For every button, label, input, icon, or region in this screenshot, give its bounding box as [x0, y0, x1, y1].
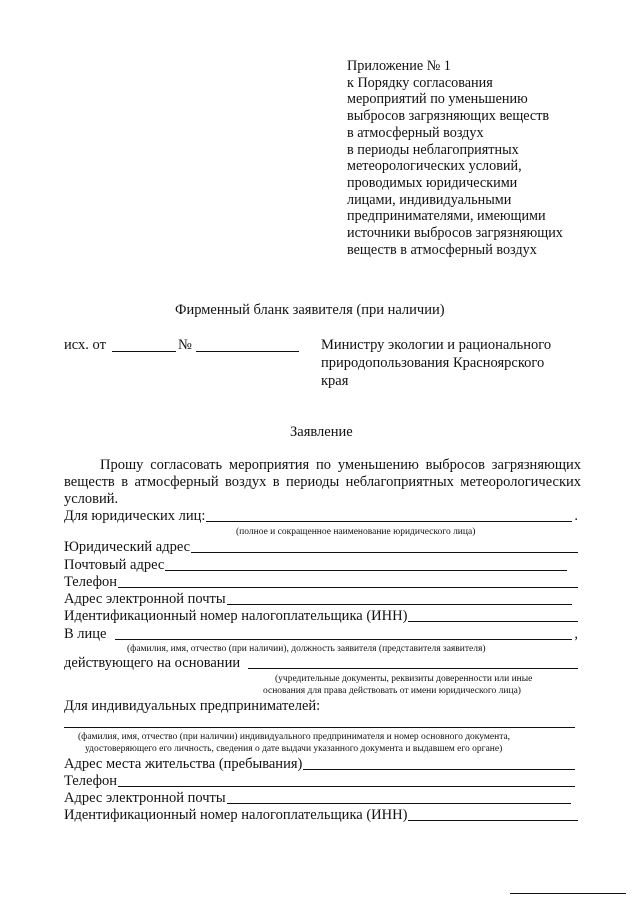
legal-inn-row: [64, 608, 578, 625]
residence-label: Адрес места жительства (пребывания): [64, 756, 303, 772]
individual-email-field[interactable]: [227, 803, 571, 804]
residence-field[interactable]: [303, 769, 575, 770]
individual-inn-field[interactable]: [408, 820, 578, 821]
person-hint: (фамилия, имя, отчество (при наличии), должность заявителя (представителя заявителя): [127, 644, 486, 654]
addressee-line: Министру экологии и рационального: [321, 337, 552, 353]
postal-address-field[interactable]: [165, 570, 567, 571]
appendix-line: к Порядку согласования: [347, 74, 493, 91]
legal-name-field[interactable]: [206, 521, 572, 522]
appendix-line: в атмосферный воздух: [347, 124, 484, 141]
letterhead-note: Фирменный бланк заявителя (при наличии): [175, 302, 445, 318]
individual-inn-row: [64, 807, 578, 824]
body-text: Прошу согласовать мероприятия по уменьшению выбросов загрязняющих веществ в атмосферный воздух в периоды неблагоприятных метеорологических условий.: [64, 457, 581, 508]
footer-divider: [510, 893, 626, 894]
basis-hint-line-1: (учредительные документы, реквизиты доверенности или иные: [275, 674, 533, 684]
legal-inn-field[interactable]: [408, 621, 578, 622]
appendix-line: источники выбросов загрязняющих: [347, 225, 563, 242]
legal-inn-label: Идентификационный номер налогоплательщика (ИНН): [64, 608, 408, 624]
postal-address-label: Почтовый адрес: [64, 557, 165, 573]
outgoing-date-field[interactable]: [112, 351, 176, 352]
basis-hint-line-2: основания для права действовать от имени юридического лица): [263, 686, 521, 696]
postal-address-row: [64, 557, 567, 574]
legal-email-field[interactable]: [227, 604, 572, 605]
individual-details-field[interactable]: [64, 727, 575, 728]
legal-heading: Для юридических лиц:: [64, 508, 206, 524]
appendix-line: Приложение № 1: [347, 58, 451, 74]
residence-row: [64, 756, 575, 773]
appendix-line: метеорологических условий,: [347, 158, 522, 175]
acting-basis-row: [64, 655, 578, 672]
acting-basis-field[interactable]: [248, 668, 578, 669]
addressee-block: [321, 336, 551, 390]
individual-inn-label: Идентификационный номер налогоплательщика (ИНН): [64, 807, 408, 823]
legal-address-row: [64, 539, 578, 556]
legal-address-label: Юридический адрес: [64, 539, 191, 555]
appendix-line: мероприятий по уменьшению: [347, 91, 528, 108]
individual-email-row: [64, 790, 571, 807]
appendix-line: лицами, индивидуальными: [347, 191, 512, 208]
appendix-line: веществ в атмосферный воздух: [347, 241, 537, 258]
individual-email-label: Адрес электронной почты: [64, 790, 226, 806]
addressee-line: природопользования Красноярского: [321, 355, 545, 371]
individual-hint-line-1: (фамилия, имя, отчество (при наличии) индивидуального предпринимателя и номер основного документа,: [78, 732, 511, 742]
outgoing-number-field[interactable]: [196, 351, 299, 352]
outgoing-prefix: исх. от: [64, 337, 106, 353]
legal-address-field[interactable]: [191, 552, 578, 553]
appendix-line: проводимых юридическими: [347, 174, 518, 191]
individual-phone-field[interactable]: [118, 786, 575, 787]
appendix-line: предпринимателями, имеющими: [347, 208, 546, 225]
legal-name-hint: (полное и сокращенное наименование юридического лица): [236, 527, 476, 537]
in-person-field[interactable]: [115, 639, 573, 640]
acting-basis-label: действующего на основании: [64, 655, 241, 671]
legal-email-label: Адрес электронной почты: [64, 591, 226, 607]
document-title: Заявление: [290, 424, 353, 440]
appendix-line: выбросов загрязняющих веществ: [347, 108, 550, 125]
in-person-label: В лице: [64, 626, 107, 642]
legal-phone-field[interactable]: [118, 587, 578, 588]
outgoing-number-sign: №: [178, 337, 192, 353]
individual-phone-label: Телефон: [64, 773, 117, 789]
body-paragraph: [64, 457, 581, 509]
appendix-line: в периоды неблагоприятных: [347, 141, 519, 158]
individual-phone-row: [64, 773, 575, 790]
addressee-line: края: [321, 373, 349, 389]
legal-phone-row: [64, 574, 578, 591]
legal-name-row: Для юридических лиц: .: [64, 508, 578, 524]
in-person-row: В лице ,: [64, 626, 578, 642]
legal-email-row: [64, 591, 572, 608]
individual-heading: Для индивидуальных предпринимателей:: [64, 698, 321, 714]
legal-phone-label: Телефон: [64, 574, 117, 590]
individual-hint-line-2: удостоверяющего его личность, сведения о дате выдачи указанного документа и выдавшем его органе): [85, 744, 503, 754]
appendix-block: [347, 58, 597, 258]
